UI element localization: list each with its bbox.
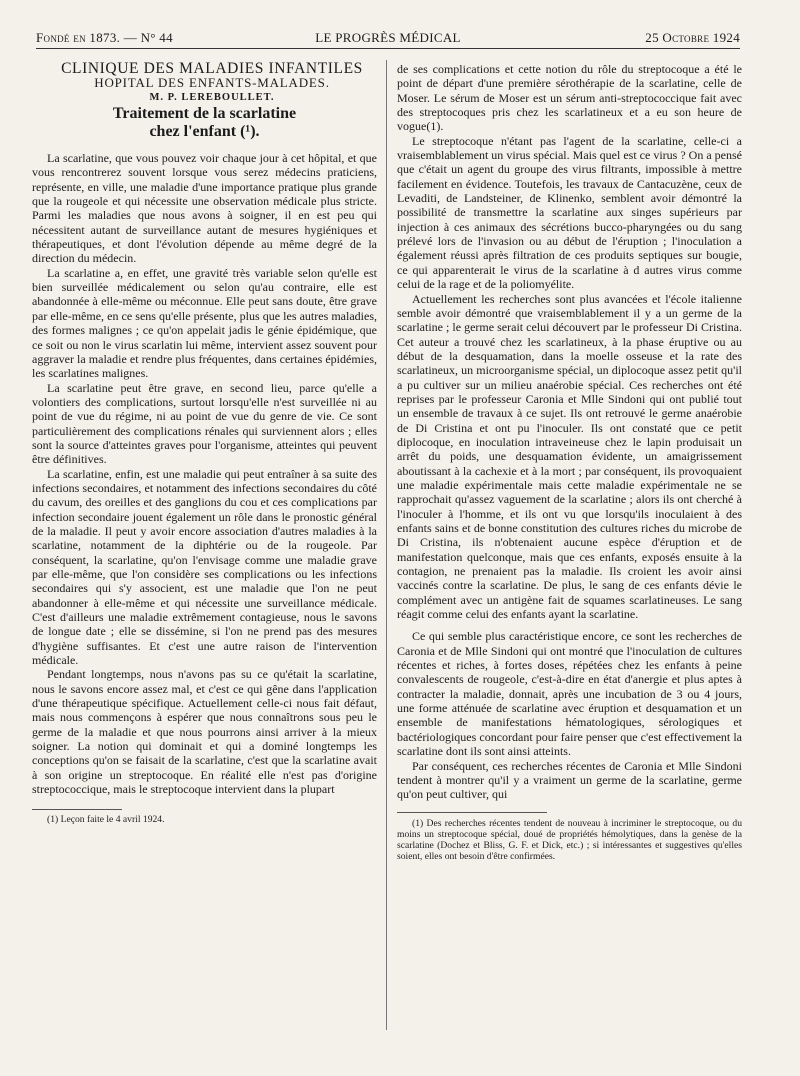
- footnote: (1) Leçon faite le 4 avril 1924.: [47, 813, 165, 825]
- left-column: [32, 62, 377, 825]
- footnote-rule: [32, 809, 122, 810]
- paragraph: La scarlatine, que vous pouvez voir chaque jour à cet hôpital, et que vous rencontrerez souvent lorsque vous serez médecins praticiens, représente, en ville, une maladie d'une importance pratique plus grande que la rougeole et qui nécessite une observation médicale plus stricte. Parmi les maladies que nous avons à soigner, il en est peu qui nécessitent autant de surveillance autant de mesures hygiéniques et thérapeutiques, et dont l'évolution dépende au même degré de la direction du médecin.: [32, 151, 377, 266]
- header-journal-title: LE PROGRÈS MÉDICAL: [315, 30, 461, 45]
- paragraph: Le streptocoque n'étant pas l'agent de la scarlatine, celle-ci a vraisemblablement un virus spécial. Mais quel est ce virus ? On a pensé que c'était un agent du groupe des virus filtrants, impossible à mettre facilement en évidence. Toutefois, les travaux de Cantacuzène, ceux de Levaditi, de Landsteiner, de Klinenko, semblent avoir démontré la possibilité de transmettre la scarlatine aux singes supérieurs par injection à ces animaux des sécrétions bucco-pharyngées ou du sang prélevé lors de l'invasion ou au début de l'éruption ; l'inoculation a également réussi après filtration de ces produits septiques sur bougie, ce qui apparenterait le virus de la scarlatine à d autres virus comme celui de la rage et de la poliomyélite.: [397, 133, 742, 292]
- article-title-line-2: chez l'enfant (¹).: [149, 123, 260, 141]
- header-date: 25 Octobre 1924: [645, 30, 740, 45]
- hospital-heading: HOPITAL DES ENFANTS-MALADES.: [94, 75, 330, 91]
- article-title: [32, 105, 377, 141]
- section-heading: CLINIQUE DES MALADIES INFANTILES: [61, 60, 363, 77]
- paragraph: Ce qui semble plus caractéristique encore, ce sont les recherches de Caronia et de Mlle Sindoni qui ont montré que l'inoculation de cultures récentes et riches, à fortes doses, répétées chez les enfants à peine convalescents de rougeole, c'est-à-dire en état d'anergie et plus aptes à contracter la maladie, donnait, après une incubation de 3 ou 4 jours, une forme atténuée de scarlatine avec éruption et desquamation et un ensemble de manifestations hématologiques, sérologiques et bactériologiques concordant pour faire penser que c'est effectivement la scarlatine dont ils sont ainsi atteints.: [397, 629, 742, 759]
- article-title-line-1: Traitement de la scarlatine: [112, 105, 297, 123]
- paragraph: La scarlatine peut être grave, en second lieu, parce qu'elle a volontiers des complications, surtout lorsqu'elle n'est surveillée ni au point de vue du régime, ni au point de vue du genre de vie. Ce sont particulièrement des complications rénales qui surviennent alors ; elles sont la source d'atteintes graves pour l'organisme, atteintes qui peuvent être définitives.: [32, 380, 377, 467]
- paragraph: Par conséquent, ces recherches récentes de Caronia et Mlle Sindoni tendent à montrer qu'il y a vraiment un germe de la scarlatine, germe qu'on peut cultiver, qui: [397, 758, 742, 802]
- paragraph: de ses complications et cette notion du rôle du streptocoque a été le point de départ d'une première sérothérapie de la scarlatine, celle de Moser. Le sérum de Moser est un sérum anti-streptococcique fait avec des streptocoques pris chez les scarlatineux et a eu son heure de vogue(1).: [397, 62, 742, 134]
- paragraph: La scarlatine a, en effet, une gravité très variable selon qu'elle est bien surveillée médicalement ou selon qu'au contraire, elle est abandonnée à elle-même ou méconnue. Elle peut sans doute, être grave par elle-même, en ce sens qu'elle présente, plus que les autres maladies, des formes malignes ; ce qu'on appelait jadis le génie épidémique, que ce soit ou non le virus scarlatin lui même, intervient assez souvent pour aggraver la maladie et rendre plus fréquentes, dans certaines épidémies, les scarlatines malignes.: [32, 265, 377, 381]
- column-divider: [386, 60, 387, 1030]
- paragraph: Actuellement les recherches sont plus avancées et l'école italienne semble avoir démontré que vraisemblablement il y a un germe de la scarlatine ; le germe serait celui découvert par le professeur Di Cristina. Cet auteur a trouvé chez les scarlatineux, à la phase éruptive ou au début de la desquamation, dans la moelle osseuse et la rate des scarlatineux, un microorganisme spécial, un diplocoque assez petit qu'il a pu cultiver sur un milieu anaérobie spécial. Ces recherches ont été reprises par le professeur Caronia et Mlle Sindoni qui ont publié tout un ensemble de travaux à ce sujet. Ils ont retrouvé le germe anaérobie de Di Cristina et ont pu l'inoculer. Ils ont constaté que ce petit diplocoque, en inoculation intraveineuse chez le lapin produisait un arrêt du poids, une desquamation évidente, un amaigrissement aboutissant à la cachexie et à la mort ; par conséquent, ils provoquaient une maladie expérimentale mais cette maladie expérimentale ne se rapprochait qu'assez vaguement de la scarlatine ; alors ils ont cherché à l'inoculer à l'homme, et ils ont vu que lorsqu'ils inoculaient à des enfants sains et de bonne constitution des cultures riches du microbe de Di Cristina, ils n'obtenaient aucune espèce d'éruption et de manifestation quelconque, mais que ces enfants, exposés ensuite à la contagion, ne prenaient pas la maladie. Ils croient les avoir ainsi vaccinés contre la scarlatine. De plus, le sang de ces enfants dévie le complément avec un antigène fait de squames scarlatineuses. Le sang réagit comme celui des enfants ayant la scarlatine.: [397, 291, 742, 622]
- right-column: [397, 62, 742, 862]
- header-rule: [36, 48, 740, 49]
- author-line: M. P. LEREBOULLET.: [149, 91, 275, 103]
- paragraph: La scarlatine, enfin, est une maladie qui peut entraîner à sa suite des infections secondaires, et notamment des infections secondaires du côté du cavum, des oreilles et des ganglions du cou et ces complications par infection secondaire jouent également un rôle dans le pronostic général de la maladie. Il peut y avoir encore association d'autres maladies à la scarlatine, notamment de la diphtérie ou de la rougeole. Par conséquent, la scarlatine, qu'on l'envisage comme une maladie grave par elle-même, que l'on considère ses complications ou les infections secondaires qui s'y associent, est une maladie que l'on ne peut abandonner à elle-même et qui nécessite une surveillance médicale. C'est d'ailleurs une maladie extrêmement contagieuse, nous le savons de longue date ; elle se dissémine, si l'on ne prend pas des mesures d'hygiène suffisantes. Et c'est une autre raison de l'intervention médicale.: [32, 466, 377, 668]
- paragraph: Pendant longtemps, nous n'avons pas su ce qu'était la scarlatine, nous le savons encore assez mal, et c'est ce qui gêne dans l'application d'une thérapeutique spécifique. Actuellement celle-ci nous fait défaut, mais nous commençons à espérer que nous connaîtrons sous peu le germe de la maladie et que nous pourrons ainsi arriver à la mieux soigner. La notion qui dominait et qui a dominé longtemps les conceptions qu'on se faisait de la scarlatine, c'est que la scarlatine avait à son origine un streptocoque. En réalité elle n'est pas d'origine streptococcique, mais le streptocoque intervient dans la plupart: [32, 667, 377, 797]
- header-founded: Fondé en 1873. — N° 44: [36, 30, 173, 45]
- running-header: [36, 30, 740, 48]
- footnote: (1) Des recherches récentes tendent de nouveau à incriminer le streptocoque, ou du moins un streptocoque spécial, doué de propriétés hémolytiques, dans la genèse de la scarlatine (Dochez et Bliss, G. F. et Dick, etc.) ; si intéressantes et suggestives qu'elles soient, elles ont besoin d'être confirmées.: [397, 817, 742, 863]
- footnote-rule: [397, 812, 547, 813]
